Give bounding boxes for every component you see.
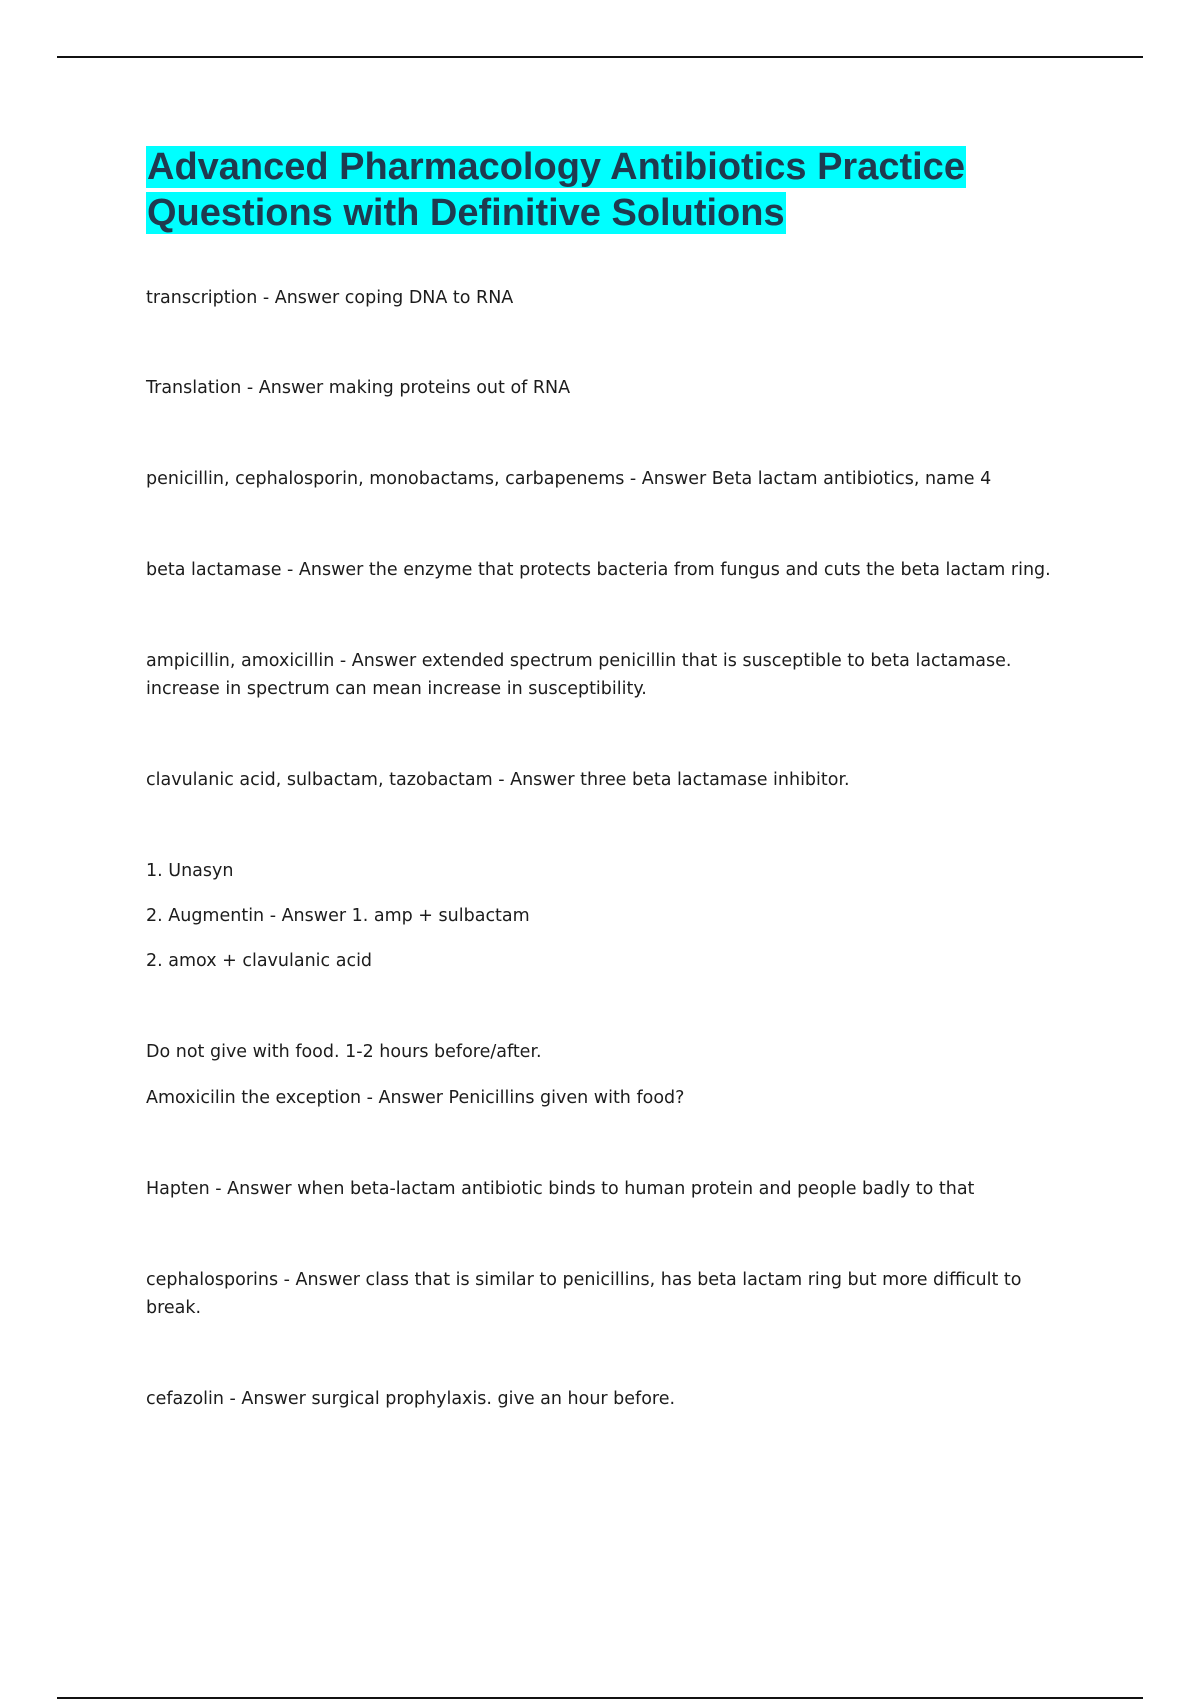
- qa-entry-translation: [146, 374, 1096, 402]
- entry-text: break.: [146, 1298, 202, 1318]
- entry-text: Hapten - Answer when beta-lactam antibiotic binds to human protein and people badly to that: [146, 1179, 975, 1199]
- document-title: [146, 144, 1066, 236]
- qa-entry-cefazolin: [146, 1385, 1096, 1413]
- qa-entry-ampicillin: [146, 647, 1096, 703]
- entry-text: cefazolin - Answer surgical prophylaxis. give an hour before.: [146, 1389, 676, 1409]
- footer-rule: [57, 1697, 1143, 1699]
- entry-text: ampicillin, amoxicillin - Answer extended spectrum penicillin that is susceptible to beta lactamase.: [146, 651, 1012, 671]
- qa-entry-beta-lactam: [146, 465, 1096, 493]
- document-title-line-1: Advanced Pharmacology Antibiotics Practice: [147, 146, 965, 188]
- qa-entry-hapten: [146, 1175, 1096, 1203]
- entry-text: increase in spectrum can mean increase in susceptibility.: [146, 679, 647, 699]
- entry-text: penicillin, cephalosporin, monobactams, carbapenems - Answer Beta lactam antibiotics, name 4: [146, 469, 992, 489]
- qa-entry-food: [146, 1038, 1096, 1066]
- qa-entry-amoxicilin: [146, 1084, 1096, 1112]
- entry-text: clavulanic acid, sulbactam, tazobactam - Answer three beta lactamase inhibitor.: [146, 770, 850, 790]
- qa-entry-amox-clavulanic: [146, 947, 1096, 975]
- entry-text: Do not give with food. 1-2 hours before/after.: [146, 1042, 542, 1062]
- entry-text: cephalosporins - Answer class that is similar to penicillins, has beta lactam ring but more difficult to: [146, 1270, 1022, 1290]
- entry-text: Amoxicilin the exception - Answer Penicillins given with food?: [146, 1088, 685, 1108]
- qa-entry-cephalosporins: [146, 1266, 1096, 1322]
- entry-text: 1. Unasyn: [146, 861, 234, 881]
- entry-text: Translation - Answer making proteins out of RNA: [146, 378, 571, 398]
- header-rule: [57, 56, 1143, 58]
- entry-text: 2. amox + clavulanic acid: [146, 951, 373, 971]
- entry-text: 2. Augmentin - Answer 1. amp + sulbactam: [146, 906, 530, 926]
- entry-text: transcription - Answer coping DNA to RNA: [146, 288, 514, 308]
- qa-entry-inhibitors: [146, 766, 1096, 794]
- qa-entry-transcription: [146, 284, 1096, 312]
- document-title-line-2: Questions with Definitive Solutions: [147, 192, 785, 234]
- qa-entry-beta-lactamase: [146, 556, 1096, 584]
- entry-text: beta lactamase - Answer the enzyme that protects bacteria from fungus and cuts the beta lactam ring.: [146, 560, 1051, 580]
- qa-entry-unasyn: [146, 857, 1096, 885]
- qa-entry-augmentin: [146, 902, 1096, 930]
